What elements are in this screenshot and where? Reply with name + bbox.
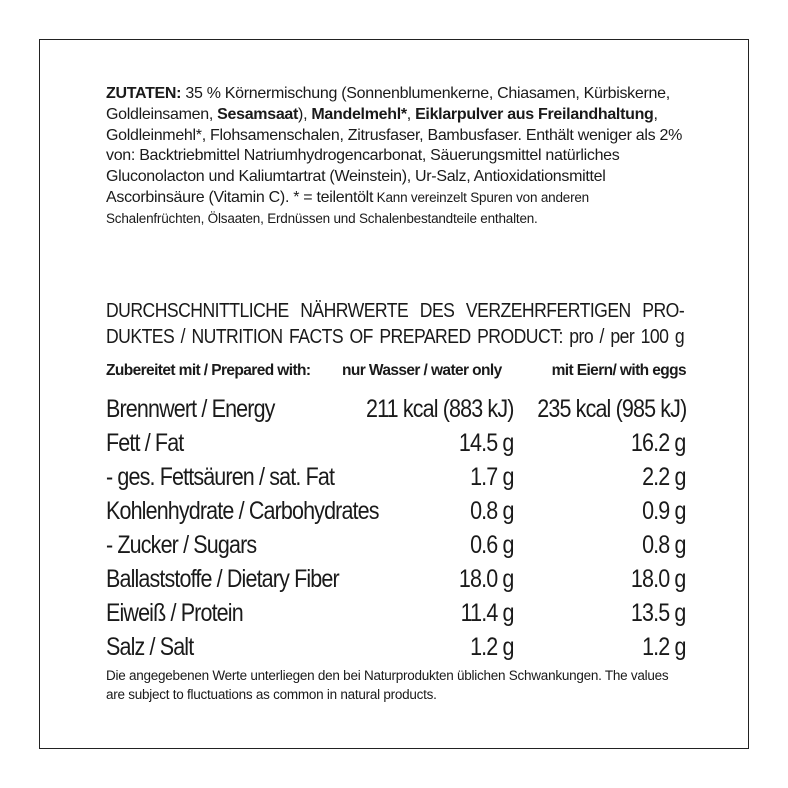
nutrition-table [106,392,686,664]
value-water: 1.7 g [470,463,514,491]
table-row [106,426,686,460]
nutrition-heading [106,298,684,350]
prepared-with-label: Zubereitet mit / Prepared with: [106,362,311,379]
row-label: Eiweiß / Protein [106,599,243,627]
table-row [106,596,686,630]
allergen-almond: Mandelmehl* [311,105,407,123]
table-row [106,562,686,596]
value-eggs: 13.5 g [631,599,686,627]
table-row [106,630,686,664]
value-water: 0.8 g [470,497,514,525]
allergen-sesame: Sesamsaat [217,105,299,123]
ingredients-label: ZUTATEN: [106,85,182,102]
value-eggs: 18.0 g [631,565,686,593]
table-row [106,528,686,562]
table-row [106,494,686,528]
column-water-only: nur Wasser / water only [342,362,502,379]
row-label: Fett / Fat [106,429,184,457]
value-eggs: 1.2 g [642,633,686,661]
value-water: 0.6 g [470,531,514,559]
table-row [106,392,686,426]
allergen-egg: Eiklarpulver aus Freilandhaltung [415,105,654,123]
row-label: - ges. Fettsäuren / sat. Fat [106,463,335,491]
value-water: 18.0 g [459,565,514,593]
row-label: Ballaststoffe / Dietary Fiber [106,565,339,593]
value-eggs: 0.9 g [642,497,686,525]
ingredients-part-2: ), [298,105,312,123]
prepared-with-row [106,362,686,388]
row-label: Kohlenhydrate / Carbohydrates [106,497,379,525]
value-water: 14.5 g [459,429,514,457]
nutrition-heading-line-2: DUKTES / NUTRITION FACTS OF PREPARED PRODUCT: pro / per 100 g [106,326,685,348]
ingredients-part-3: , [406,105,416,123]
value-eggs: 2.2 g [642,463,686,491]
nutrition-heading-line-1: DURCHSCHNITTLICHE NÄHRWERTE DES VERZEHRFERTIGEN PRO- [106,300,685,322]
row-label: - Zucker / Sugars [106,531,257,559]
row-label: Brennwert / Energy [106,395,275,423]
ingredients-text [106,84,686,230]
table-row [106,460,686,494]
value-eggs: 16.2 g [631,429,686,457]
trace-warning: Kann vereinzelt Spuren von anderen Schalenfrüchten, Ölsaaten, Erdnüssen und Schalenbestandteile enthalten. [106,189,589,226]
value-eggs: 235 kcal (985 kJ) [536,395,686,423]
value-water: 1.2 g [470,633,514,661]
value-water: 211 kcal (883 kJ) [366,395,514,423]
value-eggs: 0.8 g [642,531,686,559]
footnote: Die angegebenen Werte unterliegen den bei Naturprodukten üblichen Schwankungen. The values are subject to fluctuations as common in natural products. [106,668,669,702]
row-label: Salz / Salt [106,633,194,661]
ingredients-part-4: , Goldleinmehl*, Flohsamenschalen, Zitrusfaser, Bambusfaser. Enthält weniger als 2% von: Backtriebmittel Natriumhydrogencarbonat, Säuerungsmittel natürliches Gluconolacton und Kaliumtartrat (Weinstein), Ur-Salz, Antioxidationsmittel Ascorbinsäure (Vitamin C). * = teilentölt [106,105,682,206]
column-with-eggs: mit Eiern/ with eggs [551,362,686,379]
value-water: 11.4 g [460,599,514,627]
ingredients-part-1: 35 % Körnermischung (Sonnenblumenkerne, Chiasamen, Kürbiskerne, Goldleinsamen, [106,85,670,123]
